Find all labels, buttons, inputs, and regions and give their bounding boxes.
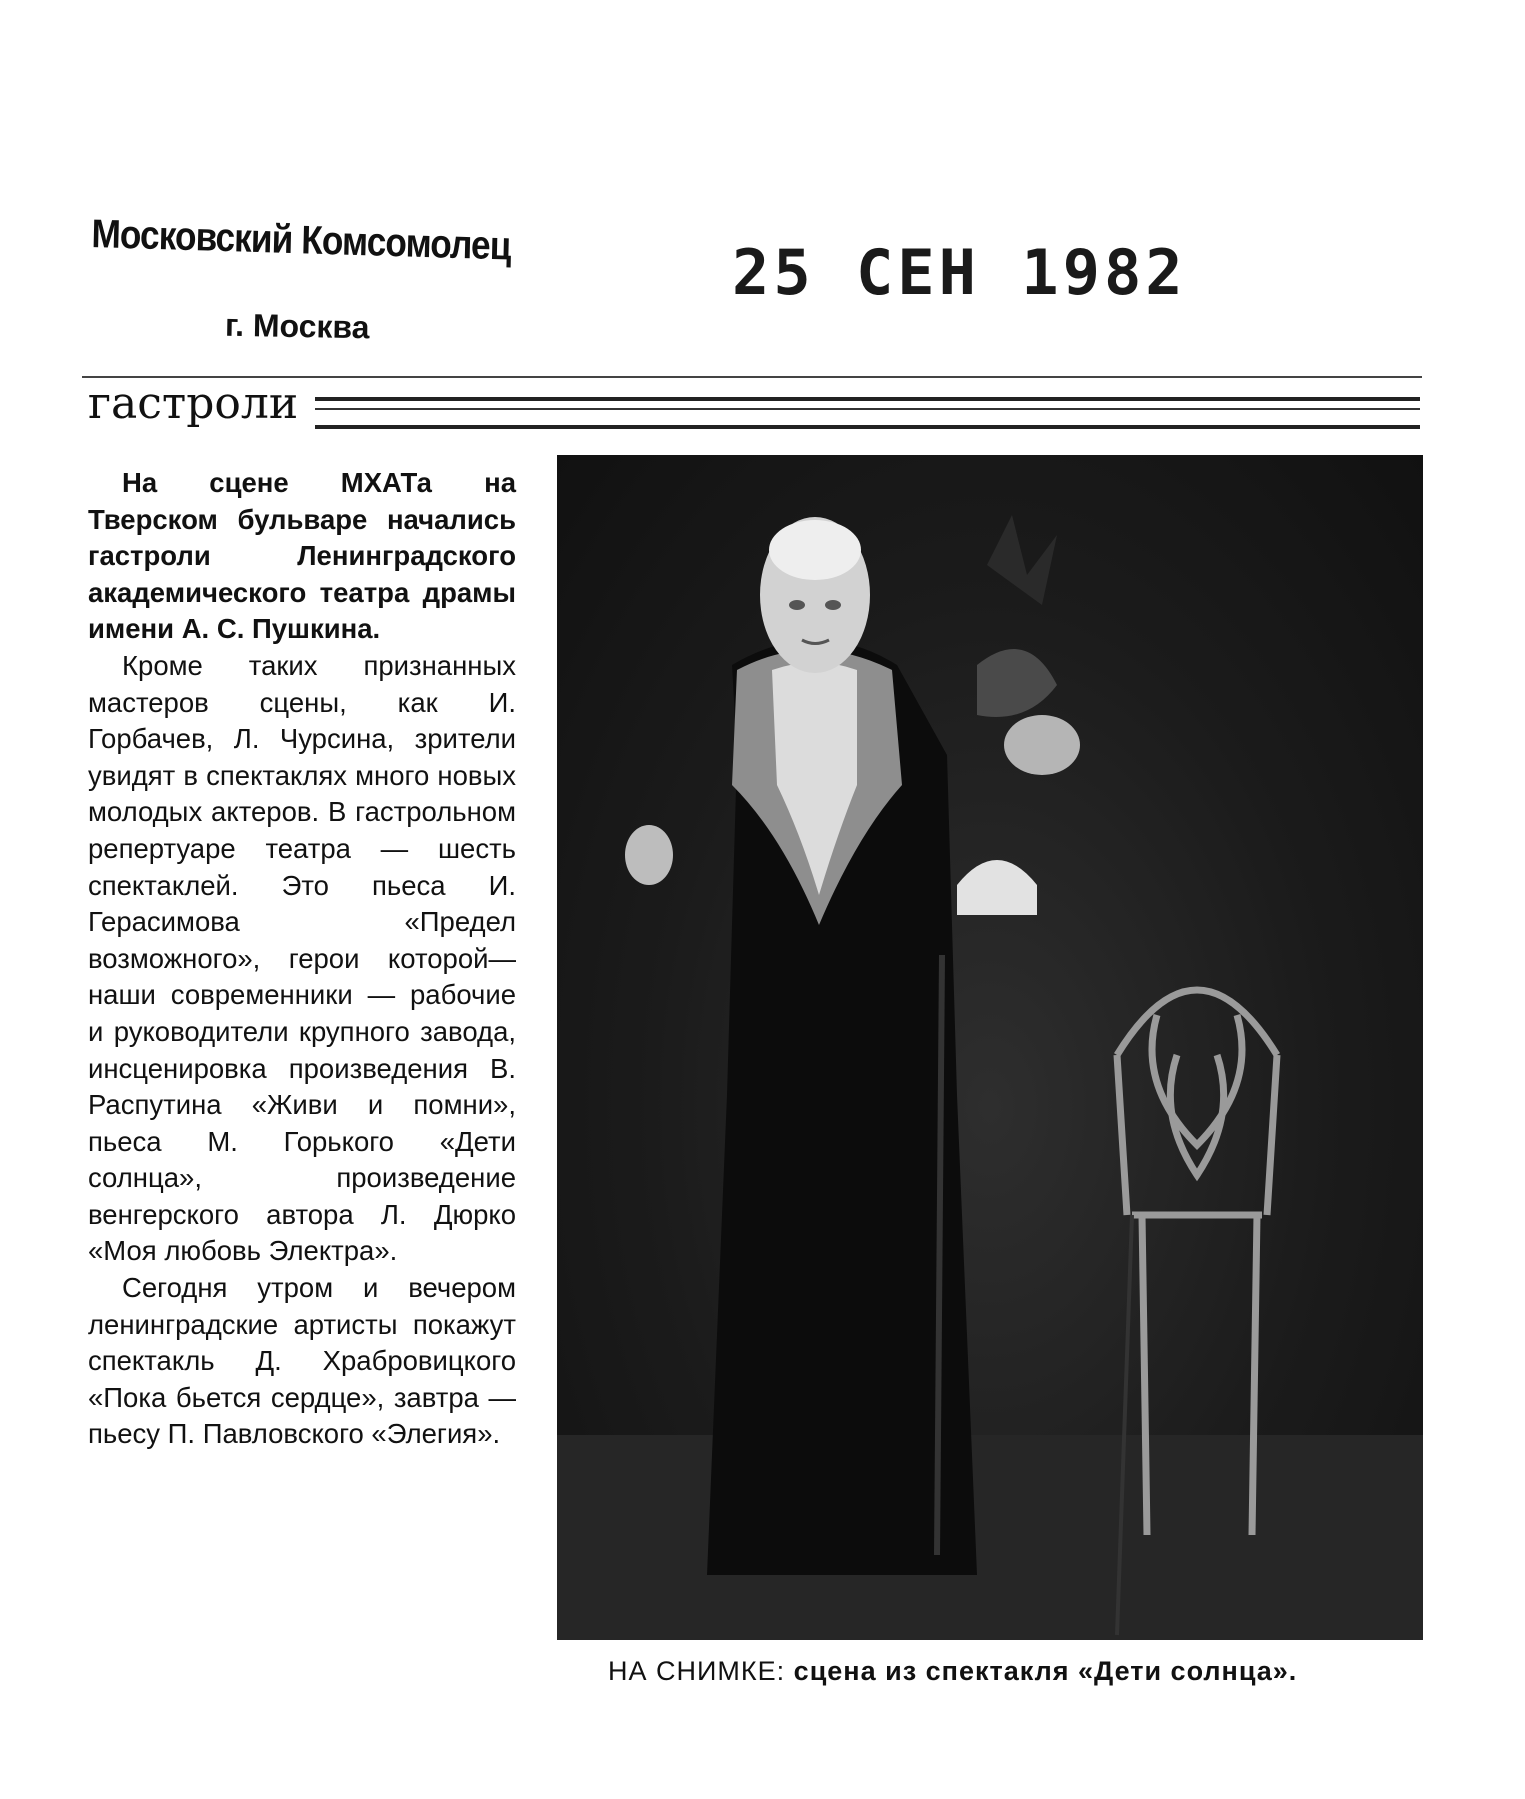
newspaper-city: г. Москва xyxy=(224,306,370,346)
caption-text: сцена из спектакля «Дети солнца». xyxy=(793,1656,1298,1686)
article-body xyxy=(88,465,516,1453)
heading-rule xyxy=(315,397,1420,401)
stage-photo xyxy=(557,455,1423,1640)
photo-caption xyxy=(608,1656,1297,1687)
article-paragraph: Кроме таких признанных мастеров сцены, как И. Горбачев, Л. Чурсина, зрители увидят в спектаклях много новых молодых актеров. В гастрольном репертуаре театра — шесть спектаклей. Это пьеса И. Герасимова «Предел возможного», герои которой—наши современники — рабочие и руководители крупного завода, инсценировка произведения В. Распутина «Живи и помни», пьеса М. Горького «Дети солнца», произведение венгерского автора Л. Дюрко «Моя любовь Электра». xyxy=(88,649,516,1267)
heading-rule xyxy=(315,408,1420,410)
caption-label: НА СНИМКЕ: xyxy=(608,1656,786,1686)
heading-rule xyxy=(315,425,1420,429)
article-paragraph: Сегодня утром и вечером ленинградские артисты покажут спектакль Д. Храбровицкого «Пока бьется сердце», завтра — пьесу П. Павловского «Элегия». xyxy=(88,1272,516,1450)
stage-photo-illustration xyxy=(557,455,1423,1640)
section-heading: гастроли xyxy=(88,378,299,429)
date-stamp: 25 СЕН 1982 xyxy=(732,236,1187,309)
article-lead-paragraph: На сцене МХАТа на Тверском бульваре начались гастроли Ленинградского академического театра драмы имени А. С. Пушкина. xyxy=(88,467,516,645)
newspaper-name: Московский Комсомолец xyxy=(90,212,512,269)
